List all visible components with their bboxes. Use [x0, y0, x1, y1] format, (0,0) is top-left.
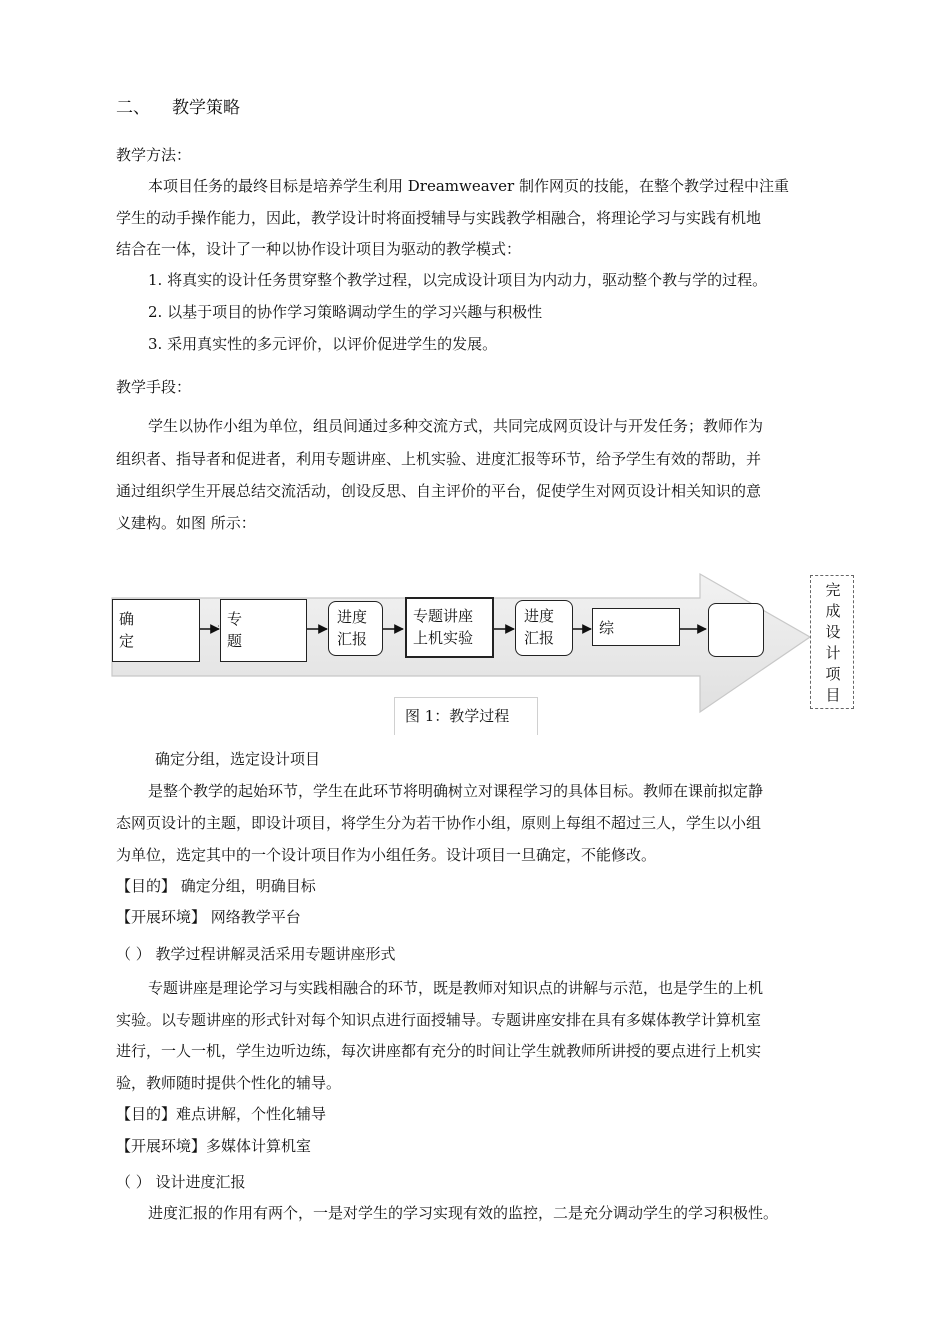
- box-text: 汇报: [337, 630, 368, 648]
- step-title: （ ） 教学过程讲解灵活采用专题讲座形式: [116, 945, 396, 963]
- paragraph-line: 专题讲座是理论学习与实践相融合的环节，既是教师对知识点的讲解与示范，也是学生的上机: [148, 979, 764, 997]
- paragraph-line: 义建构。如图 所示：: [116, 514, 256, 532]
- environment-line: 【开展环境】多媒体计算机室: [116, 1137, 312, 1155]
- section-title: 教学策略: [172, 98, 240, 118]
- step-box-progress-report: [328, 601, 383, 656]
- step-box-lecture-lab: [405, 597, 494, 658]
- list-item: 1. 将真实的设计任务贯穿整个教学过程，以完成设计项目为内动力，驱动整个教与学的过程。: [148, 271, 768, 289]
- box-text: 题: [227, 632, 243, 650]
- step-box-confirm: [112, 599, 200, 662]
- box-text: 定: [119, 632, 135, 650]
- paragraph-line: 为单位，选定其中的一个设计项目作为小组任务。设计项目一旦确定，不能修改。: [116, 846, 657, 864]
- list-item: 2. 以基于项目的协作学习策略调动学生的学习兴趣与积极性: [148, 303, 543, 321]
- paragraph-line: 进度汇报的作用有两个，一是对学生的学习实现有效的监控，二是充分调动学生的学习积极性。: [148, 1204, 779, 1222]
- goal-line: 【目的】难点讲解，个性化辅导: [116, 1105, 327, 1123]
- section-number: 二、: [116, 98, 150, 118]
- paragraph-line: 态网页设计的主题，即设计项目，将学生分为若干协作小组，原则上每组不超过三人，学生以小组: [116, 814, 762, 832]
- paragraph-line: 实验。以专题讲座的形式针对每个知识点进行面授辅导。专题讲座安排在具有多媒体教学计算机室: [116, 1011, 762, 1029]
- figure-caption: 图 1：教学过程: [394, 697, 538, 735]
- goal-line: 【目的】 确定分组，明确目标: [116, 877, 316, 895]
- box-text: 专题讲座: [413, 607, 474, 625]
- paragraph-line: 本项目任务的最终目标是培养学生利用 Dreamweaver 制作网页的技能，在整个教学过程中注重: [148, 177, 789, 195]
- paragraph-line: 组织者、指导者和促进者，利用专题讲座、上机实验、进度汇报等环节，给予学生有效的帮助，并: [116, 450, 762, 468]
- paragraph-line: 验，教师随时提供个性化的辅导。: [116, 1074, 342, 1092]
- means-label: 教学手段：: [116, 378, 192, 396]
- box-text: 进度: [524, 607, 555, 625]
- final-box-text: 完成设计项目: [825, 581, 841, 704]
- list-item: 3. 采用真实性的多元评价，以评价促进学生的发展。: [148, 335, 498, 353]
- step-box-summary: [592, 608, 680, 646]
- methods-label: 教学方法：: [116, 146, 192, 164]
- paragraph-line: 结合在一体，设计了一种以协作设计项目为驱动的教学模式：: [116, 240, 522, 258]
- paragraph-line: 是整个教学的起始环节，学生在此环节将明确树立对课程学习的具体目标。教师在课前拟定静: [148, 782, 764, 800]
- environment-line: 【开展环境】 网络教学平台: [116, 908, 301, 926]
- step-title: 确定分组，选定设计项目: [155, 750, 321, 768]
- box-text: 专: [227, 610, 243, 628]
- step-title: （ ） 设计进度汇报: [116, 1173, 246, 1191]
- step-box-progress-report-2: [515, 600, 573, 656]
- box-text: 上机实验: [413, 629, 474, 647]
- paragraph-line: 进行，一人一机，学生边听边练，每次讲座都有充分的时间让学生就教师所讲授的要点进行上机实: [116, 1042, 762, 1060]
- box-text: 汇报: [524, 629, 555, 647]
- paragraph-line: 学生的动手操作能力，因此，教学设计时将面授辅导与实践教学相融合，将理论学习与实践有机地: [116, 209, 762, 227]
- final-box-complete-project: [810, 575, 854, 709]
- paragraph-line: 学生以协作小组为单位，组员间通过多种交流方式，共同完成网页设计与开发任务；教师作为: [148, 417, 764, 435]
- step-box-topic: [220, 599, 307, 662]
- box-text: 进度: [337, 608, 368, 626]
- step-box-empty: [708, 603, 764, 657]
- box-text: 确: [119, 610, 135, 628]
- box-text: 综: [599, 619, 615, 637]
- paragraph-line: 通过组织学生开展总结交流活动，创设反思、自主评价的平台，促使学生对网页设计相关知识的意: [116, 482, 762, 500]
